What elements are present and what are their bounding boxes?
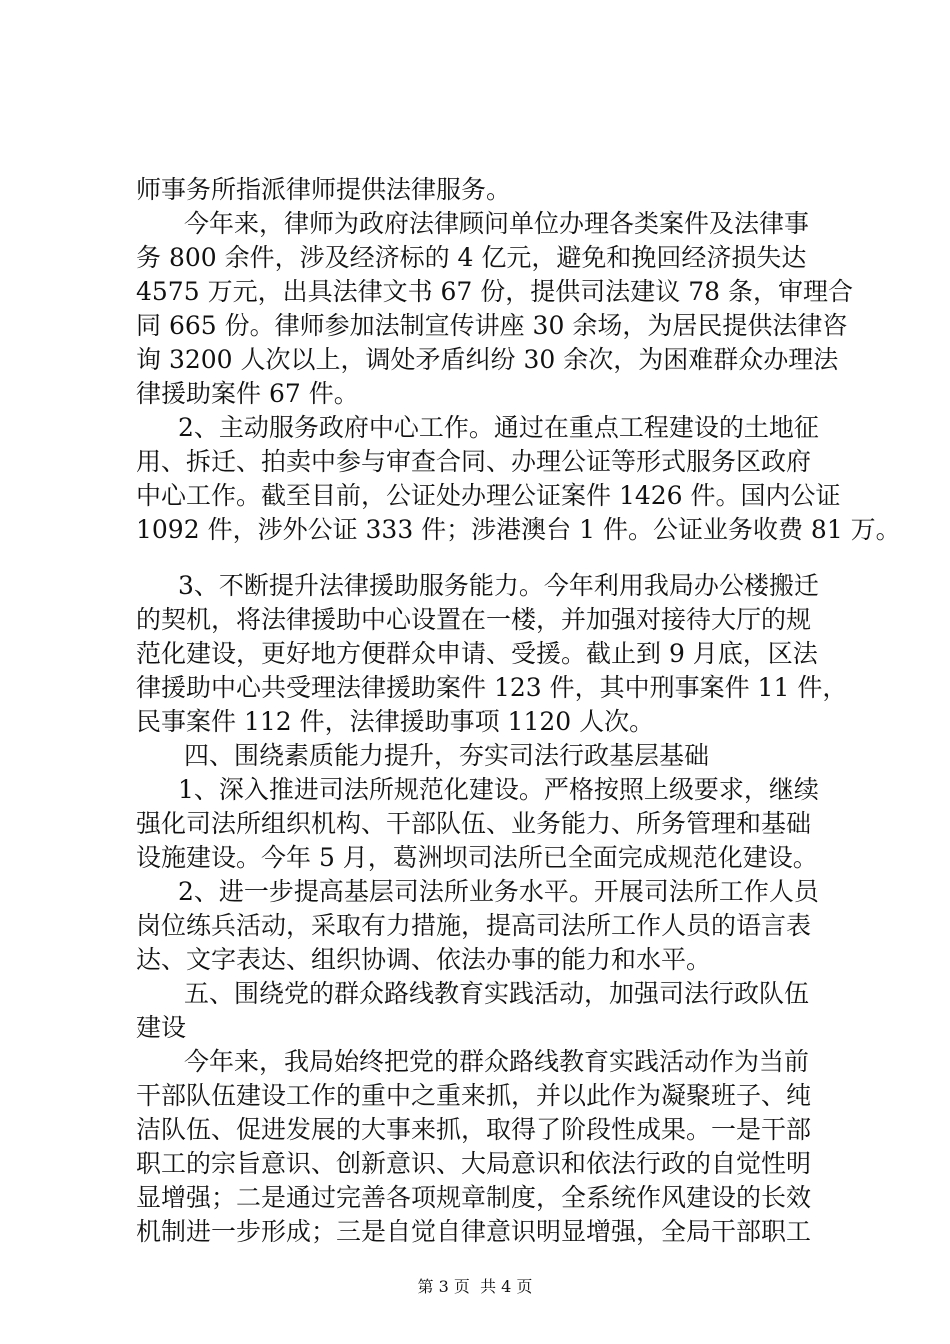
text-line: 机制进一步形成；三是自觉自律意识明显增强，全局干部职工 [136,1217,812,1246]
text-line: 民事案件 112 件，法律援助事项 1120 人次。 [136,707,655,736]
text-line: 律援助案件 67 件。 [136,379,359,408]
text-line: 律援助中心共受理法律援助案件 123 件，其中刑事案件 11 件， [136,673,848,702]
text-line: 2、进一步提高基层司法所业务水平。开展司法所工作人员 [178,877,819,906]
text-line: 4575 万元，出具法律文书 67 份，提供司法建议 78 条，审理合 [136,277,853,306]
text-line: 2、主动服务政府中心工作。通过在重点工程建设的土地征 [178,413,819,442]
text-line: 询 3200 人次以上，调处矛盾纠纷 30 余次，为困难群众办理法 [136,345,839,374]
text-line: 干部队伍建设工作的重中之重来抓，并以此作为凝聚班子、纯 [136,1081,812,1110]
text-line: 务 800 余件，涉及经济标的 4 亿元，避免和挽回经济损失达 [136,243,807,272]
text-line: 岗位练兵活动，采取有力措施，提高司法所工作人员的语言表 [136,911,812,940]
text-line: 达、文字表达、组织协调、依法办事的能力和水平。 [136,945,712,974]
text-line: 师事务所指派律师提供法律服务。 [136,175,512,204]
text-line: 今年来，律师为政府法律顾问单位办理各类案件及法律事 [184,209,810,238]
text-line: 1092 件，涉外公证 333 件；涉港澳台 1 件。公证业务收费 81 万。 [136,515,901,544]
text-line: 显增强；二是通过完善各项规章制度，全系统作风建设的长效 [136,1183,812,1212]
text-line: 3、不断提升法律援助服务能力。今年利用我局办公楼搬迁 [178,571,819,600]
text-line: 的契机，将法律援助中心设置在一楼，并加强对接待大厅的规 [136,605,812,634]
text-line: 职工的宗旨意识、创新意识、大局意识和依法行政的自觉性明 [136,1149,812,1178]
text-line: 洁队伍、促进发展的大事来抓，取得了阶段性成果。一是干部 [136,1115,812,1144]
text-line: 1、深入推进司法所规范化建设。严格按照上级要求，继续 [178,775,819,804]
section-heading: 四、围绕素质能力提升，夯实司法行政基层基础 [184,741,710,770]
page-number: 第 3 页 共 4 页 [417,1277,533,1296]
text-line: 范化建设，更好地方便群众申请、受援。截止到 9 月底，区法 [136,639,818,668]
text-line: 中心工作。截至目前，公证处办理公证案件 1426 件。国内公证 [136,481,841,510]
text-line: 设施建设。今年 5 月，葛洲坝司法所已全面完成规范化建设。 [136,843,818,872]
text-line: 强化司法所组织机构、干部队伍、业务能力、所务管理和基础 [136,809,812,838]
text-line: 同 665 份。律师参加法制宣传讲座 30 余场，为居民提供法律咨 [136,311,848,340]
section-heading: 五、围绕党的群众路线教育实践活动，加强司法行政队伍 [184,979,810,1008]
section-heading: 建设 [136,1013,187,1042]
text-line: 用、拆迁、拍卖中参与审查合同、办理公证等形式服务区政府 [136,447,812,476]
text-line: 今年来，我局始终把党的群众路线教育实践活动作为当前 [184,1047,810,1076]
